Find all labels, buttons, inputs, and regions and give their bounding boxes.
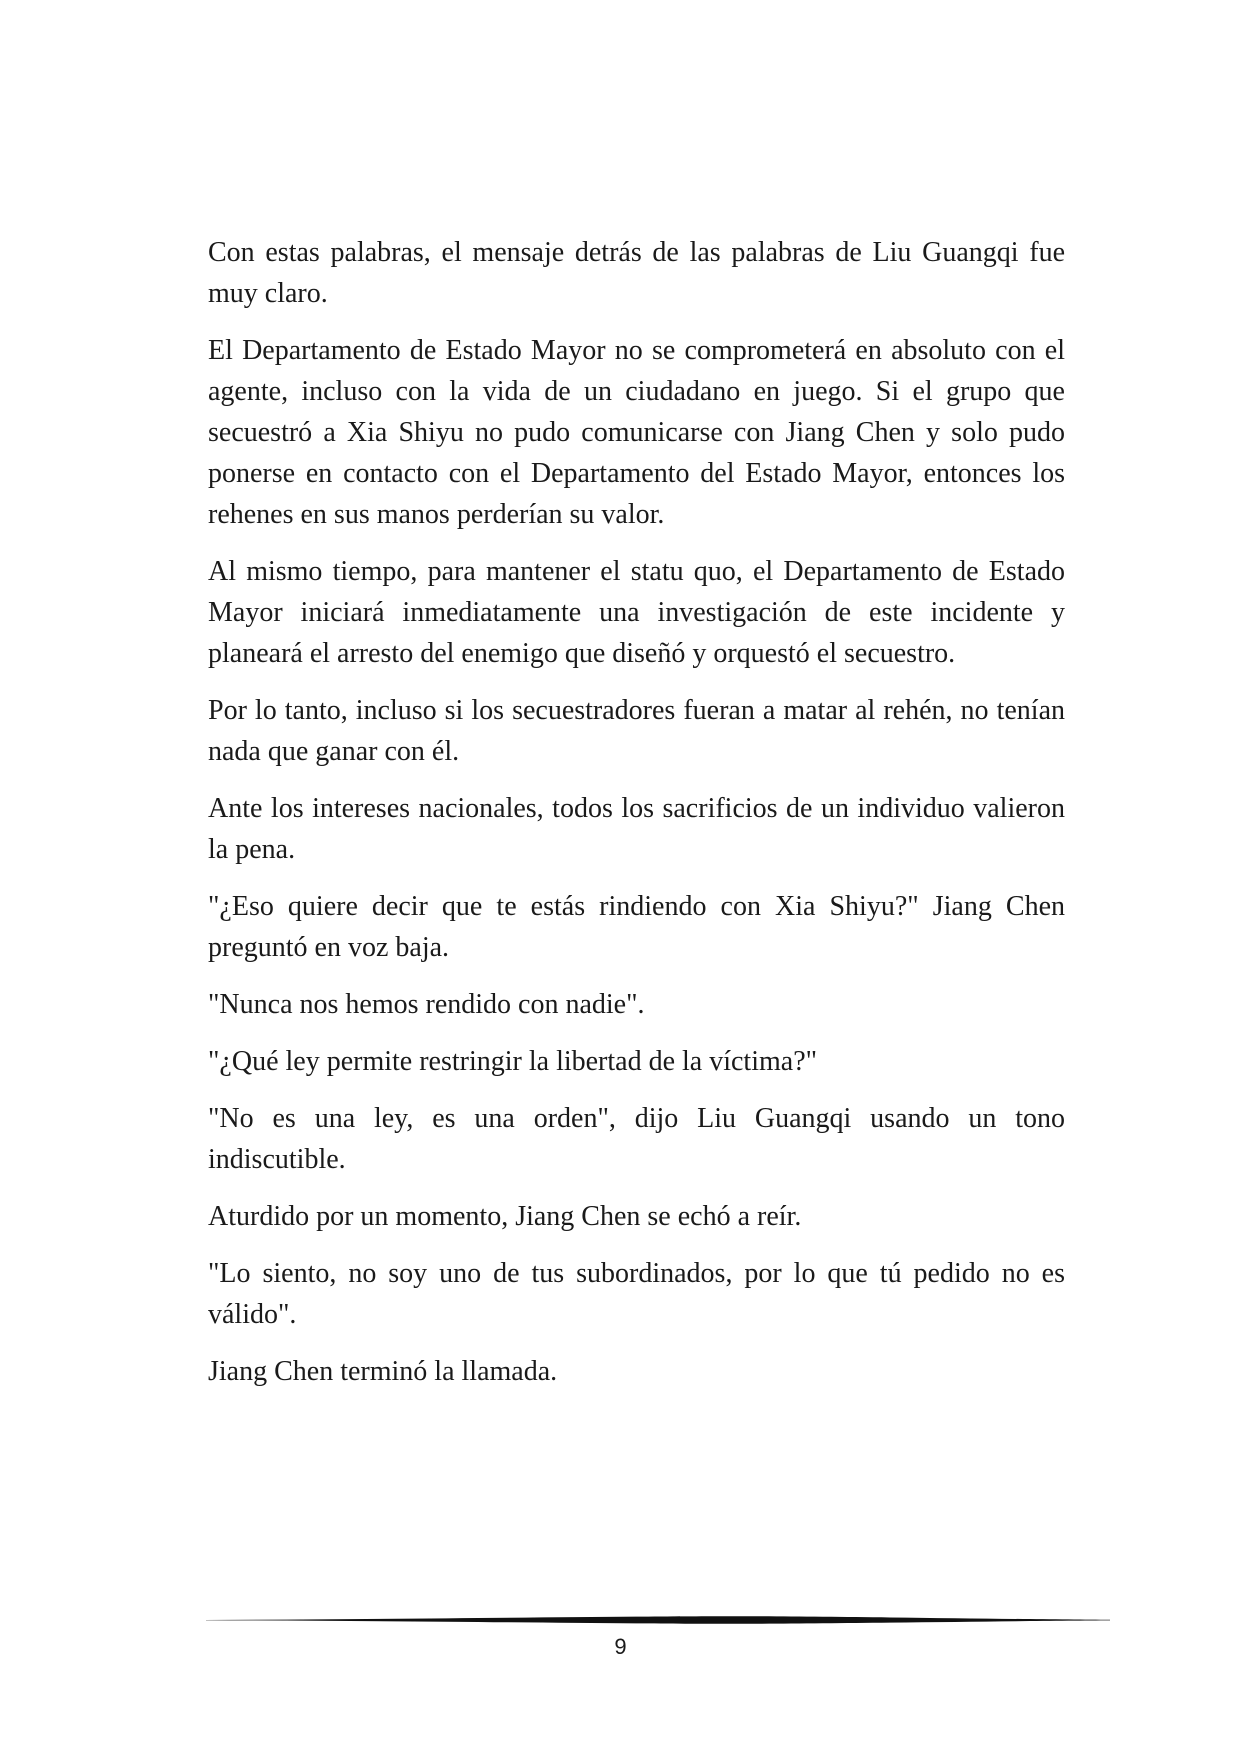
paragraph: "No es una ley, es una orden", dijo Liu Guangqi usando un tono indiscutible. bbox=[208, 1103, 1065, 1175]
paragraph: "Lo siento, no soy uno de tus subordinados, por lo que tú pedido no es válido". bbox=[208, 1258, 1065, 1330]
text-body bbox=[208, 232, 1065, 1408]
paragraph: "¿Qué ley permite restringir la libertad de la víctima?" bbox=[208, 1046, 818, 1077]
paragraph: Al mismo tiempo, para mantener el statu quo, el Departamento de Estado Mayor iniciará inmediatamente una investigación de este incidente y planeará el arresto del enemigo que diseñó y orquestó el secuestro. bbox=[208, 556, 1065, 669]
paragraph: El Departamento de Estado Mayor no se comprometerá en absoluto con el agente, incluso con la vida de un ciudadano en juego. Si el grupo que secuestró a Xia Shiyu no pudo comunicarse con Jiang Chen y solo pudo ponerse en contacto con el Departamento del Estado Mayor, entonces los rehenes en sus manos perderían su valor. bbox=[208, 335, 1065, 530]
paragraph: Con estas palabras, el mensaje detrás de las palabras de Liu Guangqi fue muy claro. bbox=[208, 237, 1065, 309]
paragraph: Jiang Chen terminó la llamada. bbox=[208, 1356, 558, 1387]
paragraph: "¿Eso quiere decir que te estás rindiendo con Xia Shiyu?" Jiang Chen preguntó en voz baja. bbox=[208, 891, 1065, 963]
paragraph: Aturdido por un momento, Jiang Chen se echó a reír. bbox=[208, 1201, 802, 1232]
paragraph: Por lo tanto, incluso si los secuestradores fueran a matar al rehén, no tenían nada que ganar con él. bbox=[208, 695, 1065, 767]
footer-divider bbox=[206, 1614, 1110, 1626]
paragraph: "Nunca nos hemos rendido con nadie". bbox=[208, 989, 645, 1020]
footer-divider-swash bbox=[206, 1616, 1110, 1624]
paragraph: Ante los intereses nacionales, todos los sacrificios de un individuo valieron la pena. bbox=[208, 793, 1065, 865]
page-number: 9 bbox=[614, 1634, 627, 1659]
